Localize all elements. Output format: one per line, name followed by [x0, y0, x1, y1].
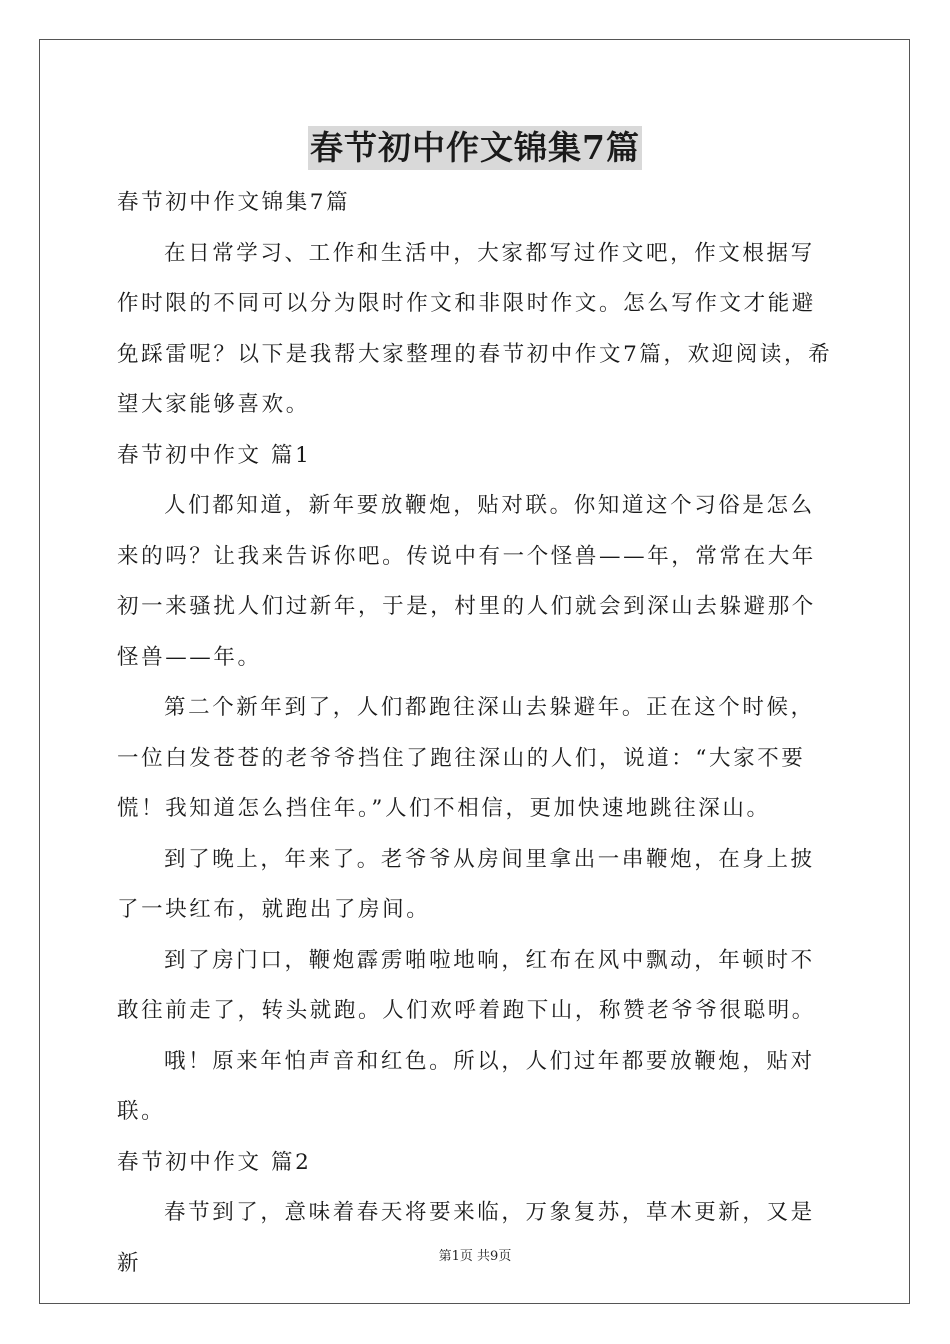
document-subtitle: 春节初中作文锦集7篇 [117, 190, 351, 215]
title-area [0, 126, 950, 170]
paragraph: 哦！原来年怕声音和红色。所以，人们过年都要放鞭炮，贴对联。 [117, 1048, 815, 1124]
paragraph: 到了晚上，年来了。老爷爷从房间里拿出一串鞭炮，在身上披了一块红布，就跑出了房间。 [117, 846, 815, 922]
section-heading-1: 春节初中作文 篇1 [117, 442, 312, 468]
paragraph: 第二个新年到了，人们都跑往深山去躲避年。正在这个时候，一位白发苍苍的老爷爷挡住了跑往深山的人们，说道：“大家不要慌！我知道怎么挡住年。”人们不相信，更加快速地跳往深山。 [117, 695, 815, 821]
paragraph-intro: 在日常学习、工作和生活中，大家都写过作文吧，作文根据写作时限的不同可以分为限时作文和非限时作文。怎么写作文才能避免踩雷呢？以下是我帮大家整理的春节初中作文7篇，欢迎阅读，希望大家能够喜欢。 [117, 240, 833, 417]
page-number-footer: 第1页 共9页 [438, 1249, 512, 1264]
paragraph: 人们都知道，新年要放鞭炮，贴对联。你知道这个习俗是怎么来的吗？让我来告诉你吧。传说中有一个怪兽——年，常常在大年初一来骚扰人们过新年，于是，村里的人们就会到深山去躲避那个怪兽——年。 [117, 493, 816, 670]
document-body [117, 178, 837, 1289]
document-title: 春节初中作文锦集7篇 [308, 126, 642, 170]
paragraph: 到了房门口，鞭炮霹雳啪啦地响，红布在风中飘动，年顿时不敢往前走了，转头就跑。人们欢呼着跑下山，称赞老爷爷很聪明。 [117, 947, 816, 1023]
paragraph: 春节到了，意味着春天将要来临，万象复苏，草木更新，又是新 [117, 1200, 815, 1276]
section-heading-2: 春节初中作文 篇2 [117, 1149, 312, 1175]
